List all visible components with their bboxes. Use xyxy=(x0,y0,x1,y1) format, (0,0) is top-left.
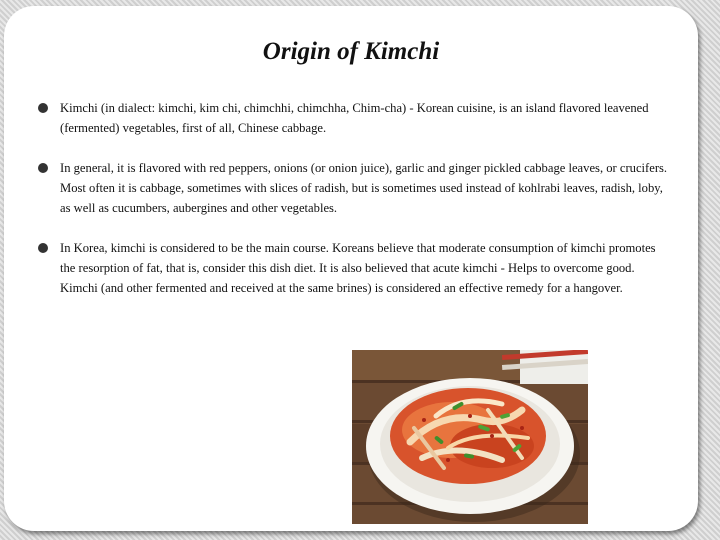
bullet-item xyxy=(38,158,668,218)
bullet-icon xyxy=(38,243,48,253)
kimchi-photo xyxy=(352,350,588,524)
slide-title: Origin of Kimchi xyxy=(262,38,440,65)
bullet-text: In Korea, kimchi is considered to be the main course. Koreans believe that moderate consumption of kimchi promotes the resorption of fat, that is, consider this dish diet. It is also believed that acute kimchi - Helps to overcome good. Kimchi (and other fermented and received at the same brines) is considered an effective remedy for a hangover. xyxy=(60,241,656,295)
bullet-icon xyxy=(38,163,48,173)
bullet-item xyxy=(38,98,668,138)
bullet-text: Kimchi (in dialect: kimchi, kim chi, chimchhi, chimchha, Chim-cha) - Korean cuisine, is an island flavored leavened (fermented) vegetables, first of all, Chinese cabbage. xyxy=(60,101,649,135)
bullet-list xyxy=(38,98,668,298)
bullet-text: In general, it is flavored with red peppers, onions (or onion juice), garlic and ginger pickled cabbage leaves, or crucifers. Most often it is cabbage, sometimes with slices of radish, but is sometimes used instead of kohlrabi leaves, radish, loby, as well as cucumbers, aubergines and other vegetables. xyxy=(60,161,668,215)
bullet-item xyxy=(38,238,668,298)
slide-card xyxy=(4,6,698,531)
bullet-icon xyxy=(38,103,48,113)
